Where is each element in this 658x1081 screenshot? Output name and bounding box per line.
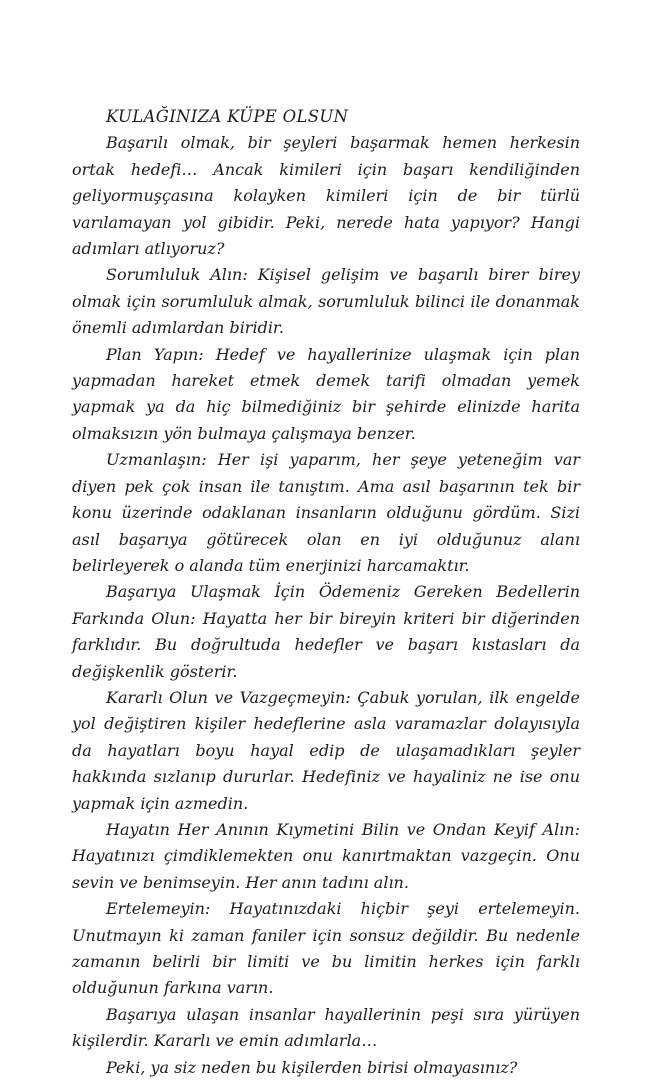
paragraph: Başarılı olmak, bir şeyleri başarmak hemen herkesin ortak hedefi… Ancak kimileri için başarı kendiliğinden geliyormuşçasına kolayken kimileri için de bir türlü varılamayan yol gibidir. Peki, nerede hata yapıyor? Hangi adımları atlıyoruz? bbox=[72, 133, 580, 259]
paragraph: Uzmanlaşın: Her işi yaparım, her şeye yeteneğim var diyen pek çok insan ile tanıştım. Ama asıl başarının tek bir konu üzerinde odaklanan insanların olduğunu gördüm. Sizi asıl başarıya götürecek olan en iyi olduğunuz alanı belirleyerek o alanda tüm enerjinizi harcamaktır. bbox=[72, 450, 580, 575]
paragraph: Ertelemeyin: Hayatınızdaki hiçbir şeyi ertelemeyin. Unutmayın ki zaman faniler için sonsuz değildir. Bu nedenle zamanın belirli bir limiti ve bu limitin herkes için farklı olduğunun farkına varın. bbox=[72, 899, 580, 998]
paragraph: Başarıya ulaşan insanlar hayallerinin peşi sıra yürüyen kişilerdir. Kararlı ve emin adımlarla… bbox=[72, 1004, 580, 1051]
text-block bbox=[72, 104, 580, 1081]
paragraph: Peki, ya siz neden bu kişilerden birisi olmayasınız? bbox=[106, 1057, 518, 1077]
paragraph: Hayatın Her Anının Kıymetini Bilin ve Ondan Keyif Alın: Hayatınızı çimdiklemekten onu kanırtmaktan vazgeçin. Onu sevin ve benimseyin. Her anın tadını alın. bbox=[72, 819, 580, 892]
paragraph: Plan Yapın: Hedef ve hayallerinize ulaşmak için plan yapmadan hareket etmek demek tarifi olmadan yemek yapmak ya da hiç bilmediğiniz bir şehirde elinizde harita olmaksızın yön bulmaya çalışmaya benzer. bbox=[72, 344, 580, 443]
paragraph: Sorumluluk Alın: Kişisel gelişim ve başarılı birer birey olmak için sorumluluk almak, sorumluluk bilinci ile donanmak önemli adımlardan biridir. bbox=[72, 265, 580, 338]
chapter-title: KULAĞINIZA KÜPE OLSUN bbox=[106, 107, 349, 126]
paragraph: Başarıya Ulaşmak İçin Ödemeniz Gereken Bedellerin Farkında Olun: Hayatta her bir bireyin kriteri bir diğerinden farklıdır. Bu doğrultuda hedefler ve başarı kıstasları da değişkenlik gösterir. bbox=[72, 582, 580, 681]
paragraph: Kararlı Olun ve Vazgeçmeyin: Çabuk yorulan, ilk engelde yol değiştiren kişiler hedeflerine asla varamazlar dolayısıyla da hayatları boyu hayal edip de ulaşamadıkları şeyler hakkında sızlanıp dururlar. Hedefiniz ve hayaliniz ne ise onu yapmak için azmedin. bbox=[72, 687, 580, 813]
